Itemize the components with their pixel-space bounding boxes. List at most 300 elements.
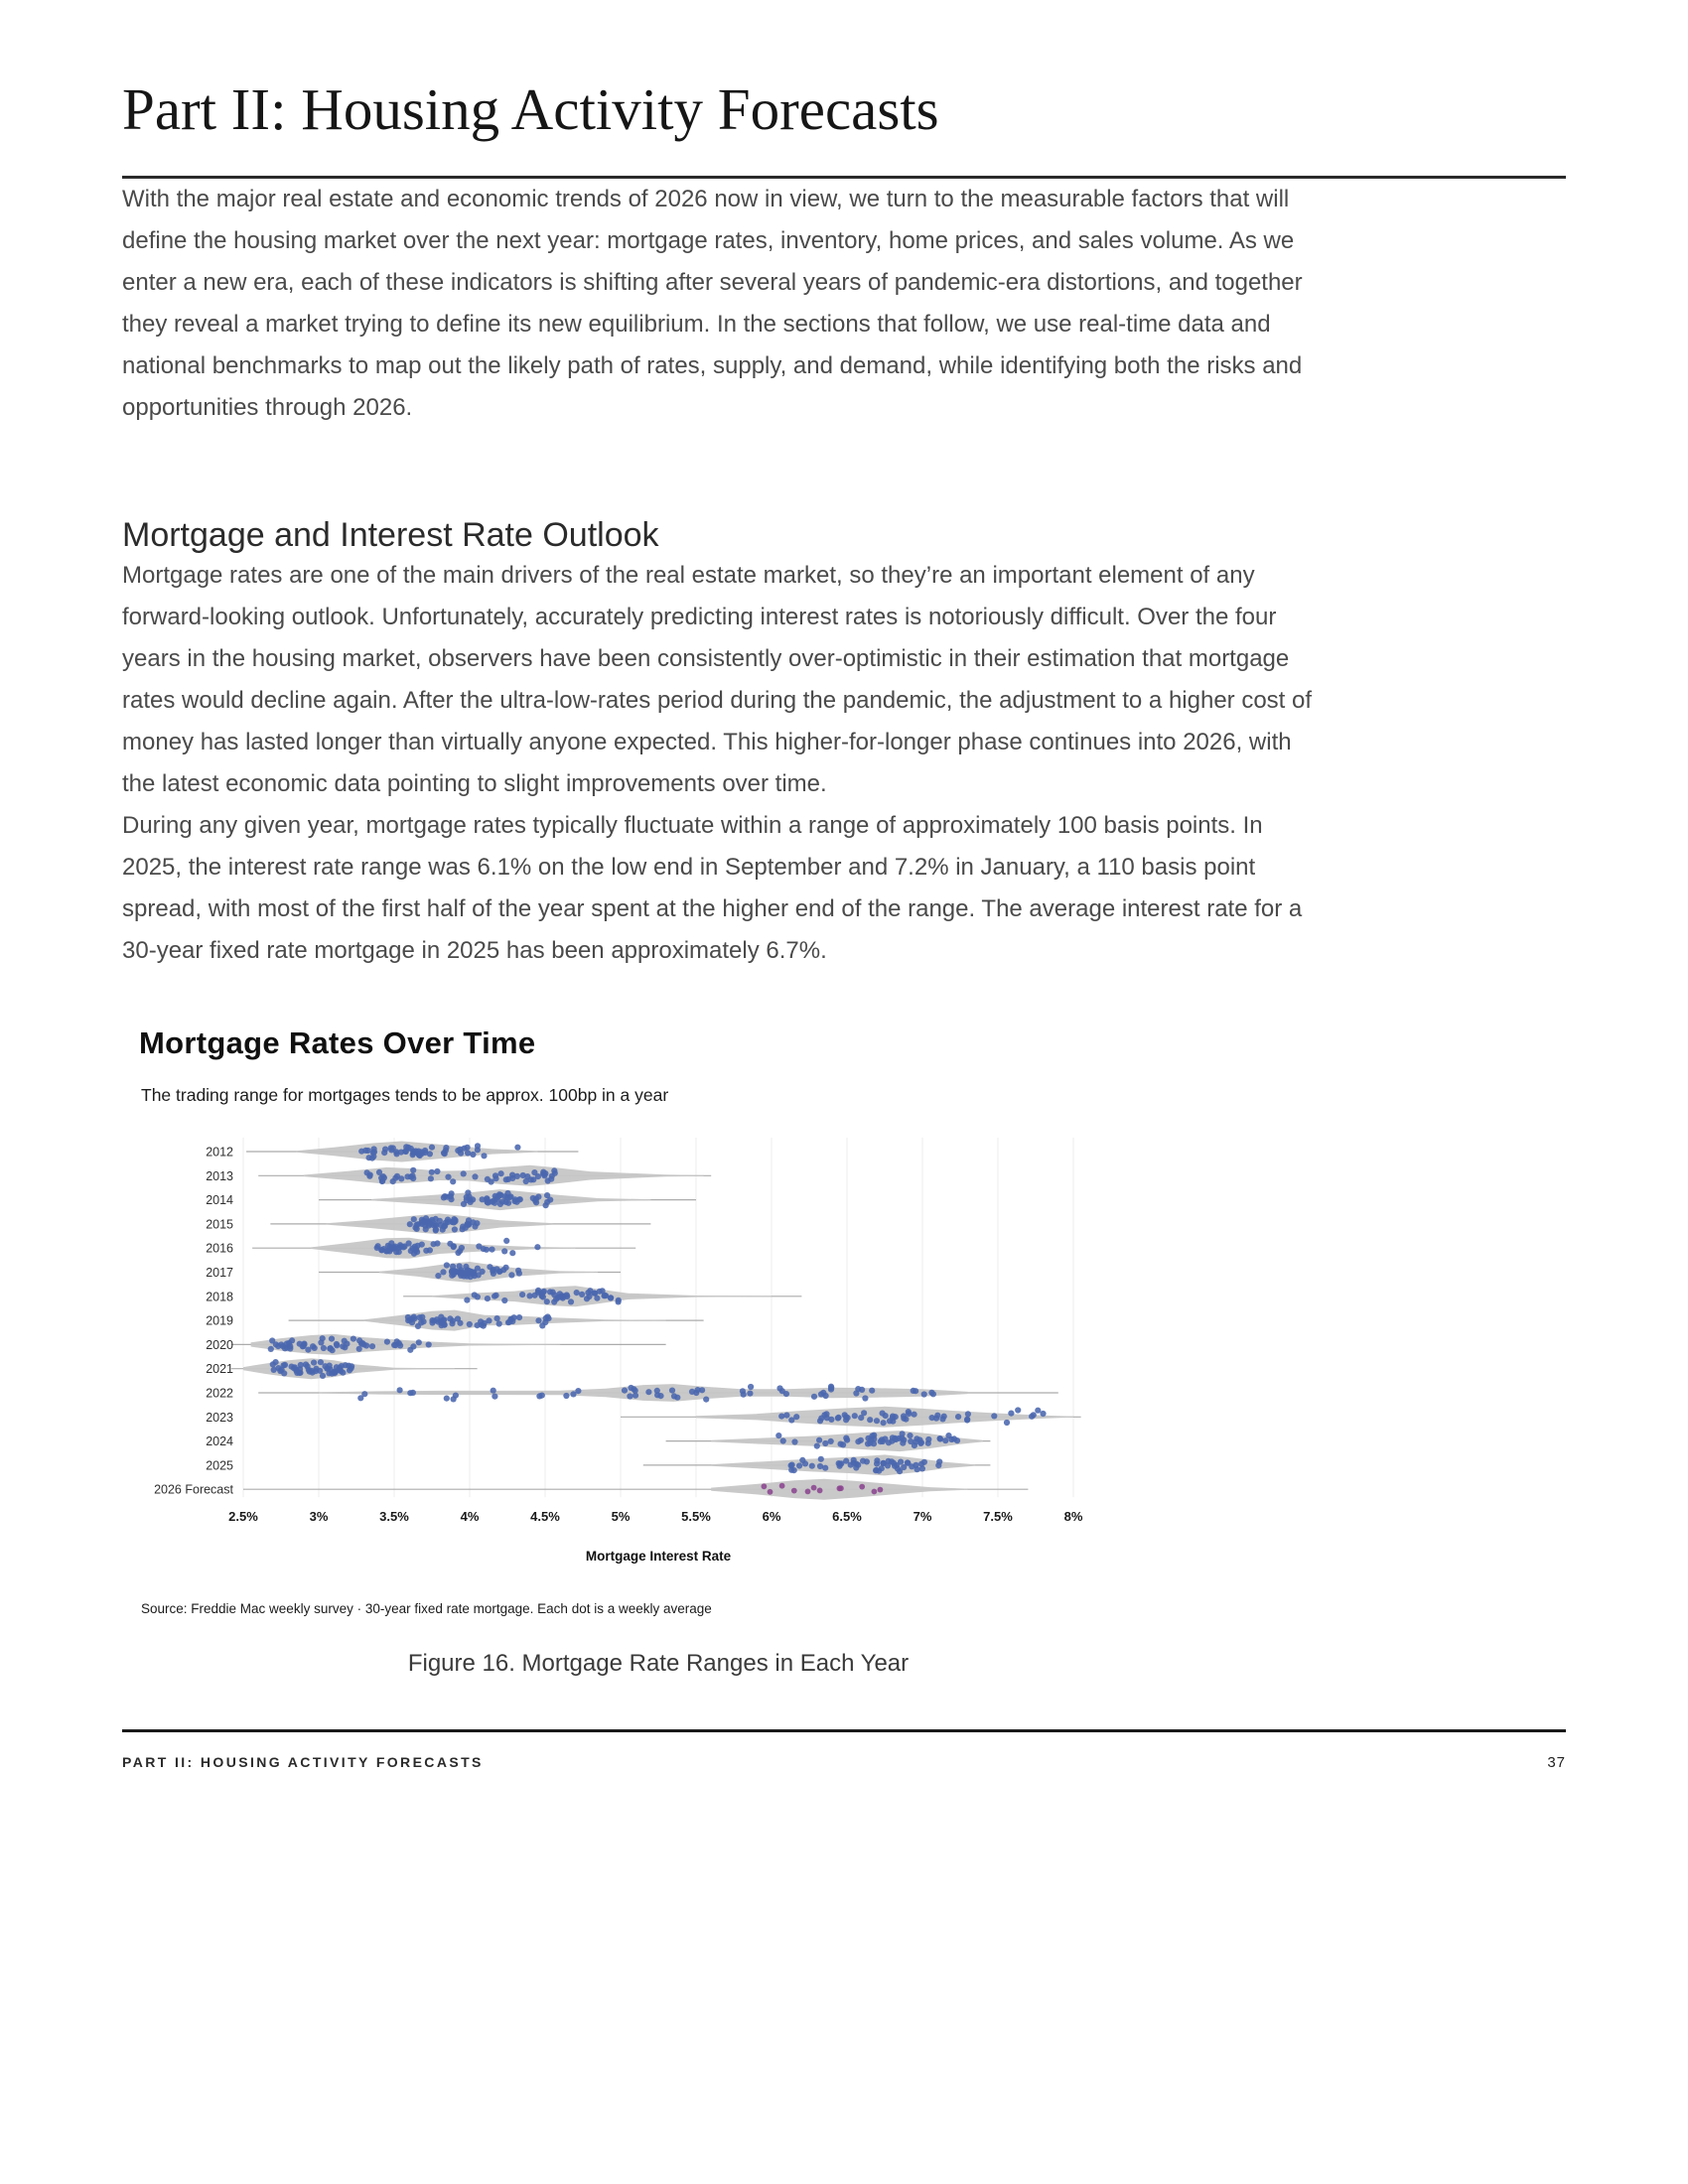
- weekly-rate-dot: [855, 1386, 861, 1392]
- weekly-rate-dot: [901, 1413, 907, 1419]
- weekly-rate-dot: [318, 1339, 324, 1345]
- weekly-rate-dot: [410, 1343, 416, 1349]
- chart-title: Mortgage Rates Over Time: [139, 1025, 536, 1060]
- weekly-rate-dot: [457, 1320, 463, 1326]
- weekly-rate-dot: [778, 1414, 784, 1420]
- weekly-rate-dot: [645, 1389, 651, 1395]
- weekly-rate-dot: [449, 1190, 455, 1196]
- weekly-rate-dot: [862, 1395, 868, 1401]
- weekly-rate-dot: [852, 1413, 858, 1419]
- weekly-rate-dot: [444, 1396, 450, 1402]
- weekly-rate-dot: [878, 1487, 884, 1493]
- weekly-rate-dot: [312, 1345, 318, 1351]
- weekly-rate-dot: [811, 1485, 817, 1491]
- weekly-rate-dot: [776, 1385, 782, 1391]
- year-label: 2012: [206, 1145, 233, 1160]
- weekly-rate-dot: [1015, 1407, 1021, 1413]
- weekly-rate-dot: [493, 1293, 499, 1298]
- weekly-rate-dot: [450, 1178, 456, 1184]
- weekly-rate-dot: [530, 1176, 536, 1182]
- mortgage-rates-chart-svg: [122, 1132, 1195, 1569]
- x-tick-label: 6.5%: [832, 1509, 862, 1525]
- weekly-rate-dot: [409, 1172, 415, 1178]
- weekly-rate-dot: [874, 1418, 880, 1424]
- weekly-rate-dot: [289, 1337, 295, 1343]
- weekly-rate-dot: [445, 1174, 451, 1180]
- weekly-rate-dot: [429, 1169, 435, 1175]
- year-label: 2021: [206, 1362, 233, 1377]
- weekly-rate-dot: [475, 1147, 481, 1153]
- weekly-rate-dot: [869, 1388, 875, 1394]
- weekly-rate-dot: [271, 1367, 277, 1373]
- weekly-rate-dot: [523, 1178, 529, 1184]
- weekly-rate-dot: [287, 1343, 293, 1349]
- weekly-rate-dot: [654, 1392, 660, 1398]
- weekly-rate-dot: [467, 1321, 473, 1327]
- weekly-rate-dot: [464, 1297, 470, 1303]
- weekly-rate-dot: [748, 1384, 754, 1390]
- weekly-rate-dot: [809, 1463, 815, 1469]
- weekly-rate-dot: [519, 1292, 525, 1297]
- weekly-rate-dot: [269, 1337, 275, 1343]
- weekly-rate-dot: [805, 1489, 811, 1495]
- weekly-rate-dot: [397, 1387, 403, 1393]
- weekly-rate-dot: [881, 1420, 887, 1426]
- weekly-rate-dot: [695, 1387, 701, 1393]
- weekly-rate-dot: [393, 1151, 399, 1157]
- weekly-rate-dot: [268, 1346, 274, 1352]
- weekly-rate-dot: [872, 1489, 878, 1495]
- weekly-rate-dot: [840, 1441, 846, 1447]
- year-label: 2024: [206, 1434, 233, 1449]
- weekly-rate-dot: [476, 1243, 482, 1249]
- x-axis-title: Mortgage Interest Rate: [585, 1549, 732, 1564]
- weekly-rate-dot: [380, 1173, 386, 1179]
- weekly-rate-dot: [463, 1225, 469, 1231]
- weekly-rate-dot: [564, 1294, 570, 1299]
- weekly-rate-dot: [818, 1391, 824, 1397]
- x-tick-label: 4%: [460, 1509, 480, 1525]
- year-label: 2014: [206, 1193, 233, 1208]
- weekly-rate-dot: [859, 1484, 865, 1490]
- weekly-rate-dot: [327, 1363, 333, 1369]
- weekly-rate-dot: [791, 1467, 797, 1473]
- weekly-rate-dot: [278, 1341, 284, 1347]
- weekly-rate-dot: [579, 1292, 585, 1297]
- weekly-rate-dot: [300, 1343, 306, 1349]
- weekly-rate-dot: [489, 1247, 494, 1253]
- weekly-rate-dot: [371, 1149, 377, 1155]
- weekly-rate-dot: [531, 1169, 537, 1175]
- weekly-rate-dot: [838, 1485, 844, 1491]
- weekly-rate-dot: [568, 1298, 574, 1304]
- weekly-rate-dot: [855, 1438, 861, 1444]
- weekly-rate-dot: [486, 1317, 492, 1323]
- page-footer: [122, 1754, 1566, 1771]
- weekly-rate-dot: [1035, 1408, 1041, 1414]
- weekly-rate-dot: [402, 1149, 408, 1155]
- weekly-rate-dot: [851, 1457, 857, 1463]
- weekly-rate-dot: [627, 1393, 633, 1399]
- weekly-rate-dot: [552, 1170, 558, 1176]
- weekly-rate-dot: [880, 1460, 886, 1466]
- weekly-rate-dot: [424, 1218, 430, 1224]
- weekly-rate-dot: [779, 1483, 785, 1489]
- rates-range-paragraph: During any given year, mortgage rates typically fluctuate within a range of approximately 100 basis points. In 2025, the interest rate range was 6.1% on the low end in September and 7.2% in January, a 110 basis point spread, with most of the first half of the year spent at the higher end of the range. The average interest rate for a 30-year fixed rate mortgage in 2025 has been approximately 6.7%.: [122, 812, 1303, 964]
- weekly-rate-dot: [450, 1264, 456, 1270]
- weekly-rate-dot: [703, 1397, 709, 1403]
- weekly-rate-dot: [490, 1268, 495, 1274]
- weekly-rate-dot: [433, 1216, 439, 1222]
- weekly-rate-dot: [811, 1394, 817, 1400]
- weekly-rate-dot: [818, 1456, 824, 1462]
- section-heading: Mortgage and Interest Rate Outlook: [122, 516, 659, 554]
- weekly-rate-dot: [492, 1394, 497, 1400]
- weekly-rate-dot: [791, 1488, 797, 1494]
- weekly-rate-dot: [451, 1243, 457, 1249]
- weekly-rate-dot: [539, 1393, 545, 1399]
- weekly-rate-dot: [925, 1440, 931, 1446]
- weekly-rate-dot: [880, 1411, 886, 1417]
- year-label: 2020: [206, 1337, 233, 1352]
- weekly-rate-dot: [340, 1343, 346, 1349]
- weekly-rate-dot: [369, 1343, 375, 1349]
- weekly-rate-dot: [481, 1153, 487, 1159]
- weekly-rate-dot: [828, 1384, 834, 1390]
- weekly-rate-dot: [907, 1433, 913, 1438]
- weekly-rate-dot: [515, 1268, 521, 1274]
- weekly-rate-dot: [461, 1170, 467, 1176]
- weekly-rate-dot: [443, 1145, 449, 1151]
- weekly-rate-dot: [440, 1269, 446, 1275]
- weekly-rate-dot: [444, 1262, 450, 1268]
- weekly-rate-dot: [394, 1173, 400, 1179]
- weekly-rate-dot: [689, 1389, 695, 1395]
- weekly-rate-dot: [633, 1388, 638, 1394]
- weekly-rate-dot: [533, 1196, 539, 1202]
- weekly-rate-dot: [281, 1370, 287, 1376]
- weekly-rate-dot: [873, 1467, 879, 1473]
- weekly-rate-dot: [457, 1263, 463, 1269]
- year-label: 2013: [206, 1168, 233, 1183]
- weekly-rate-dot: [799, 1457, 805, 1463]
- weekly-rate-dot: [608, 1295, 614, 1300]
- weekly-rate-dot: [351, 1336, 356, 1342]
- weekly-rate-dot: [762, 1483, 768, 1489]
- weekly-rate-dot: [535, 1317, 541, 1323]
- weekly-rate-dot: [498, 1170, 504, 1176]
- weekly-rate-dot: [918, 1461, 924, 1467]
- page-number: 37: [1547, 1754, 1566, 1771]
- weekly-rate-dot: [671, 1393, 677, 1399]
- weekly-rate-dot: [822, 1465, 828, 1471]
- weekly-rate-dot: [783, 1413, 789, 1419]
- weekly-rate-dot: [470, 1152, 476, 1158]
- weekly-rate-dot: [468, 1199, 474, 1205]
- year-label: 2022: [206, 1386, 233, 1401]
- year-label: 2017: [206, 1266, 233, 1280]
- weekly-rate-dot: [431, 1241, 437, 1247]
- weekly-rate-dot: [814, 1443, 820, 1449]
- weekly-rate-dot: [281, 1362, 287, 1368]
- weekly-rate-dot: [837, 1461, 843, 1467]
- weekly-rate-dot: [505, 1319, 511, 1325]
- weekly-rate-dot: [298, 1362, 304, 1368]
- weekly-rate-dot: [965, 1411, 971, 1417]
- x-tick-label: 6%: [762, 1509, 781, 1525]
- weekly-rate-dot: [407, 1317, 413, 1323]
- weekly-rate-dot: [1008, 1411, 1014, 1417]
- weekly-rate-dot: [330, 1347, 336, 1353]
- weekly-rate-dot: [669, 1388, 675, 1394]
- weekly-rate-dot: [516, 1314, 522, 1320]
- weekly-rate-dot: [945, 1433, 951, 1438]
- weekly-rate-dot: [503, 1265, 509, 1271]
- weekly-rate-dot: [390, 1244, 396, 1250]
- weekly-rate-dot: [442, 1321, 448, 1327]
- weekly-rate-dot: [822, 1440, 828, 1446]
- weekly-rate-dot: [591, 1291, 597, 1297]
- weekly-rate-dot: [419, 1242, 425, 1248]
- weekly-rate-dot: [442, 1151, 448, 1157]
- weekly-rate-dot: [616, 1298, 622, 1304]
- weekly-rate-dot: [942, 1437, 948, 1443]
- weekly-rate-dot: [991, 1413, 997, 1419]
- weekly-rate-dot: [914, 1466, 920, 1472]
- year-label: 2025: [206, 1458, 233, 1473]
- weekly-rate-dot: [860, 1458, 866, 1464]
- weekly-rate-dot: [334, 1342, 340, 1348]
- weekly-rate-dot: [828, 1438, 834, 1444]
- weekly-rate-dot: [503, 1238, 509, 1244]
- x-tick-label: 5%: [611, 1509, 631, 1525]
- weekly-rate-dot: [504, 1190, 510, 1196]
- weekly-rate-dot: [416, 1339, 422, 1345]
- weekly-rate-dot: [1004, 1420, 1010, 1426]
- weekly-rate-dot: [311, 1360, 317, 1366]
- weekly-rate-dot: [340, 1370, 346, 1376]
- weekly-rate-dot: [843, 1435, 849, 1441]
- year-label: 2016: [206, 1241, 233, 1256]
- x-tick-label: 8%: [1063, 1509, 1083, 1525]
- x-tick-label: 3%: [309, 1509, 329, 1525]
- weekly-rate-dot: [964, 1417, 970, 1423]
- weekly-rate-dot: [934, 1413, 940, 1419]
- weekly-rate-dot: [575, 1388, 581, 1394]
- weekly-rate-dot: [496, 1269, 502, 1275]
- weekly-rate-dot: [406, 1240, 412, 1246]
- weekly-rate-dot: [465, 1189, 471, 1195]
- weekly-rate-dot: [584, 1296, 590, 1301]
- weekly-rate-dot: [585, 1290, 591, 1296]
- weekly-rate-dot: [865, 1440, 871, 1446]
- footer-section-label: PART II: HOUSING ACTIVITY FORECASTS: [122, 1754, 484, 1770]
- weekly-rate-dot: [417, 1153, 423, 1159]
- weekly-rate-dot: [508, 1272, 514, 1278]
- weekly-rate-dot: [526, 1293, 532, 1298]
- weekly-rate-dot: [449, 1320, 455, 1326]
- weekly-rate-dot: [384, 1339, 390, 1345]
- weekly-rate-dot: [911, 1388, 916, 1394]
- weekly-rate-dot: [843, 1417, 849, 1423]
- x-tick-label: 7%: [913, 1509, 932, 1525]
- weekly-rate-dot: [442, 1223, 448, 1229]
- weekly-rate-dot: [509, 1172, 515, 1178]
- weekly-rate-dot: [361, 1391, 367, 1397]
- weekly-rate-dot: [780, 1437, 786, 1443]
- weekly-rate-dot: [471, 1269, 477, 1275]
- x-tick-label: 2.5%: [228, 1509, 258, 1525]
- weekly-rate-dot: [492, 1175, 498, 1181]
- weekly-rate-dot: [514, 1145, 520, 1151]
- weekly-rate-dot: [346, 1363, 352, 1369]
- weekly-rate-dot: [455, 1148, 461, 1154]
- weekly-rate-dot: [890, 1415, 896, 1421]
- weekly-rate-dot: [880, 1438, 886, 1444]
- weekly-rate-dot: [407, 1221, 413, 1227]
- weekly-rate-dot: [428, 1175, 434, 1181]
- weekly-rate-dot: [747, 1391, 753, 1397]
- x-tick-label: 5.5%: [681, 1509, 711, 1525]
- weekly-rate-dot: [427, 1247, 433, 1253]
- weekly-rate-dot: [816, 1437, 822, 1443]
- weekly-rate-dot: [484, 1198, 490, 1204]
- weekly-rate-dot: [481, 1323, 487, 1329]
- weekly-rate-dot: [496, 1320, 502, 1326]
- weekly-rate-dot: [494, 1315, 500, 1321]
- outlook-paragraph: Mortgage rates are one of the main drivers of the real estate market, so they’re an important element of any forward-looking outlook. Unfortunately, accurately predicting interest rates is notoriously difficult. Over the four years in the housing market, observers have been consistently over-optimistic in their estimation that mortgage rates would decline again. After the ultra-low-rates period during the pandemic, the adjustment to a higher cost of money has lasted longer than virtually anyone expected. This higher-for-longer phase continues into 2026, with the latest economic data pointing to slight improvements over time.: [122, 562, 1313, 797]
- weekly-rate-dot: [491, 1388, 496, 1394]
- weekly-rate-dot: [1029, 1414, 1035, 1420]
- weekly-rate-dot: [951, 1435, 957, 1441]
- weekly-rate-dot: [411, 1216, 417, 1222]
- weekly-rate-dot: [429, 1145, 435, 1151]
- weekly-rate-dot: [435, 1273, 441, 1279]
- weekly-rate-dot: [320, 1373, 326, 1379]
- weekly-rate-dot: [539, 1294, 545, 1299]
- weekly-rate-dot: [828, 1417, 834, 1423]
- weekly-rate-dot: [485, 1296, 491, 1301]
- weekly-rate-dot: [461, 1201, 467, 1207]
- weekly-rate-dot: [362, 1148, 368, 1154]
- weekly-rate-dot: [835, 1415, 841, 1421]
- weekly-rate-dot: [452, 1226, 458, 1232]
- x-tick-label: 7.5%: [983, 1509, 1013, 1525]
- weekly-rate-dot: [563, 1393, 569, 1399]
- weekly-rate-dot: [273, 1359, 279, 1365]
- weekly-rate-dot: [509, 1250, 515, 1256]
- weekly-rate-dot: [426, 1341, 432, 1347]
- weekly-rate-dot: [540, 1170, 546, 1176]
- chart-canvas: [122, 1132, 1566, 1573]
- weekly-rate-dot: [410, 1167, 416, 1173]
- weekly-rate-dot: [434, 1168, 440, 1174]
- weekly-rate-dot: [356, 1337, 362, 1343]
- figure-caption: Figure 16. Mortgage Rate Ranges in Each Year: [407, 1650, 910, 1677]
- weekly-rate-dot: [366, 1173, 372, 1179]
- chart-subtitle: The trading range for mortgages tends to be approx. 100bp in a year: [141, 1085, 669, 1105]
- weekly-rate-dot: [465, 1150, 471, 1156]
- weekly-rate-dot: [309, 1368, 315, 1374]
- weekly-rate-dot: [511, 1198, 517, 1204]
- year-label: 2023: [206, 1410, 233, 1425]
- weekly-rate-dot: [470, 1219, 476, 1225]
- weekly-rate-dot: [480, 1269, 486, 1275]
- weekly-rate-dot: [492, 1193, 498, 1199]
- weekly-rate-dot: [545, 1315, 551, 1321]
- mortgage-rates-figure: [122, 1025, 1566, 1616]
- weekly-rate-dot: [899, 1435, 905, 1441]
- weekly-rate-dot: [874, 1460, 880, 1466]
- weekly-rate-dot: [796, 1462, 802, 1468]
- weekly-rate-dot: [548, 1176, 554, 1182]
- weekly-rate-dot: [909, 1463, 914, 1469]
- weekly-rate-dot: [416, 1314, 422, 1320]
- weekly-rate-dot: [410, 1390, 416, 1396]
- weekly-rate-dot: [534, 1244, 540, 1250]
- x-tick-label: 3.5%: [379, 1509, 409, 1525]
- chart-rows: [231, 1142, 1081, 1500]
- weekly-rate-dot: [415, 1323, 421, 1329]
- weekly-rate-dot: [557, 1291, 563, 1297]
- weekly-rate-dot: [397, 1342, 403, 1348]
- weekly-rate-dot: [912, 1412, 917, 1418]
- weekly-rate-dot: [485, 1176, 491, 1182]
- weekly-rate-dot: [817, 1488, 823, 1494]
- intro-paragraph: With the major real estate and economic trends of 2026 now in view, we turn to the measurable factors that will define the housing market over the next year: mortgage rates, inventory, home prices, and sales volume. As we enter a new era, each of these indicators is shifting after several years of pandemic-era distortions, and together they reveal a market trying to define its new equilibrium. In the sections that follow, we use real-time data and national benchmarks to map out the likely path of rates, supply, and demand, while identifying both the risks and opportunities through 2026.: [122, 186, 1303, 421]
- weekly-rate-dot: [539, 1322, 545, 1328]
- weekly-rate-dot: [503, 1199, 509, 1205]
- weekly-rate-dot: [501, 1248, 507, 1254]
- year-label: 2026 Forecast: [154, 1482, 233, 1497]
- weekly-rate-dot: [861, 1410, 867, 1416]
- weekly-rate-dot: [937, 1435, 943, 1441]
- weekly-rate-dot: [867, 1417, 873, 1423]
- weekly-rate-dot: [892, 1435, 898, 1441]
- source-note: Source: Freddie Mac weekly survey · 30-year fixed rate mortgage. Each dot is a weekly average: [141, 1601, 712, 1616]
- violin-shape: [304, 1165, 704, 1186]
- weekly-rate-dot: [936, 1458, 942, 1464]
- weekly-rate-dot: [472, 1173, 478, 1179]
- weekly-rate-dot: [783, 1391, 789, 1397]
- weekly-rate-dot: [321, 1345, 327, 1351]
- weekly-rate-dot: [601, 1293, 607, 1298]
- weekly-rate-dot: [768, 1489, 774, 1495]
- weekly-rate-dot: [775, 1433, 781, 1438]
- weekly-rate-dot: [397, 1242, 403, 1248]
- weekly-rate-dot: [433, 1226, 439, 1232]
- weekly-rate-dot: [457, 1248, 463, 1254]
- weekly-rate-dot: [390, 1145, 396, 1151]
- weekly-rate-dot: [375, 1243, 381, 1249]
- weekly-rate-dot: [791, 1438, 797, 1444]
- weekly-rate-dot: [381, 1150, 387, 1156]
- weekly-rate-dot: [451, 1216, 457, 1222]
- x-tick-label: 4.5%: [530, 1509, 560, 1525]
- weekly-rate-dot: [329, 1336, 335, 1342]
- weekly-rate-dot: [544, 1298, 550, 1304]
- year-label: 2015: [206, 1217, 233, 1232]
- year-label: 2018: [206, 1290, 233, 1304]
- page-title: Part II: Housing Activity Forecasts: [122, 76, 939, 142]
- weekly-rate-dot: [456, 1270, 462, 1276]
- weekly-rate-dot: [793, 1414, 799, 1420]
- weekly-rate-dot: [472, 1292, 478, 1297]
- weekly-rate-dot: [451, 1396, 457, 1402]
- weekly-rate-dot: [391, 1342, 397, 1348]
- weekly-rate-dot: [955, 1414, 961, 1420]
- footer-divider: [122, 1729, 1566, 1732]
